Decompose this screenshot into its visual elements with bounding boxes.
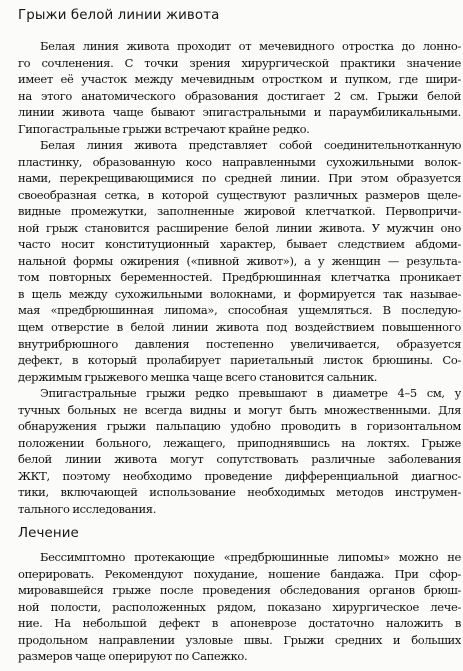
text-line: мировавшейся грыже после проведения обследования органов брюш- (18, 583, 461, 598)
text-line: ной грыж становится расширение белой линии живота. У мужчин оно (18, 220, 461, 235)
text-line: мая «предбрюшинная липома», способная ущемляться. В последую- (18, 303, 461, 318)
text-line: держимым грыжевого мешка чаще всего становится сальник. (18, 369, 378, 384)
section-heading-treatment: Лечение (18, 526, 79, 541)
text-line: Бессимптомно протекающие «предбрюшинные липомы» можно не (40, 550, 461, 564)
text-line: размеров чаще оперируют по Сапежко. (18, 649, 248, 664)
text-line: ние. На небольшой дефект в апоневрозе достаточно наложить в (18, 616, 461, 631)
text-line: щем отверстие в белой линии живота под воздействием повышенного (18, 320, 461, 335)
text-line: том повторных беременностей. Предбрюшинная клетчатка проникает (18, 270, 461, 285)
text-line: ной полости, расположенных рядом, показано хирургическое лече- (18, 599, 461, 614)
text-line: нальной формы ожирения («пивной живот»), а у женщин — результа- (18, 253, 461, 268)
text-line: линии живота чаще бывают эпигастральными и параумбиликальными. (18, 105, 461, 120)
text-line: обнаружения грыжи пальпацию удобно проводить в горизонтальном (18, 419, 461, 434)
text-line: внутрибрюшного давления постепенно увеличивается, образуется (18, 336, 461, 351)
text-line: Эпигастральные грыжи редко превышают в диаметре 4–5 см, у (40, 386, 461, 400)
paragraph-1 (18, 38, 461, 137)
text-line: продольном направлении узловые швы. Грыжи средних и больших (18, 632, 461, 647)
section-heading-hernia: Грыжи белой линии живота (18, 8, 220, 23)
text-line: нами, перекрещивающимися по средней линии. При этом образуется (18, 171, 461, 186)
text-line: в щель между сухожильными волокнами, и формируется так называе- (18, 286, 461, 301)
paragraph-2 (18, 137, 461, 385)
text-line: положении больного, лежащего, приподнявшись на локтях. Грыже (18, 435, 461, 450)
text-line: тики, включающей использование необходимых методов инструмен- (18, 485, 461, 500)
text-line: го сочленения. С точки зрения хирургической практики значение (18, 55, 461, 70)
text-line: ЖКТ, поэтому необходимо проведение дифференциальной диагнос- (18, 468, 461, 483)
text-line: тучных больных не всегда видны и могут быть множественными. Для (18, 402, 461, 417)
text-line: дефект, в который пролабирует париетальный листок брюшины. Со- (18, 353, 461, 368)
text-line: тального исследования. (18, 501, 157, 516)
text-line: на этого анатомического образования достигает 2 см. Грыжи белой (18, 88, 461, 103)
text-line: оперировать. Рекомендуют похудание, ношение бандажа. При сфор- (18, 566, 461, 581)
text-line: белой линии живота могут сопутствовать различные заболевания (18, 452, 461, 467)
text-line: часто носит конституционный характер, бывает следствием абдоми- (18, 237, 461, 252)
paragraph-4 (18, 549, 461, 665)
text-line: Белая линия живота проходит от мечевидного отростка до лонно- (40, 39, 461, 53)
text-line: видные промежутки, заполненные жировой клетчаткой. Первопричи- (18, 204, 461, 219)
text-line: имеет её участок между мечевидным отростком и пупком, где шири- (18, 72, 461, 87)
text-line: пластинку, образованную косо направленными сухожильными волок- (18, 154, 461, 169)
text-line: своеобразная сетка, в которой существуют различных размеров щеле- (18, 187, 461, 202)
paragraph-3 (18, 385, 461, 517)
text-line: Гипогастральные грыжи встречают крайне редко. (18, 121, 310, 136)
text-line: Белая линия живота представляет собой соединительнотканную (40, 138, 461, 152)
